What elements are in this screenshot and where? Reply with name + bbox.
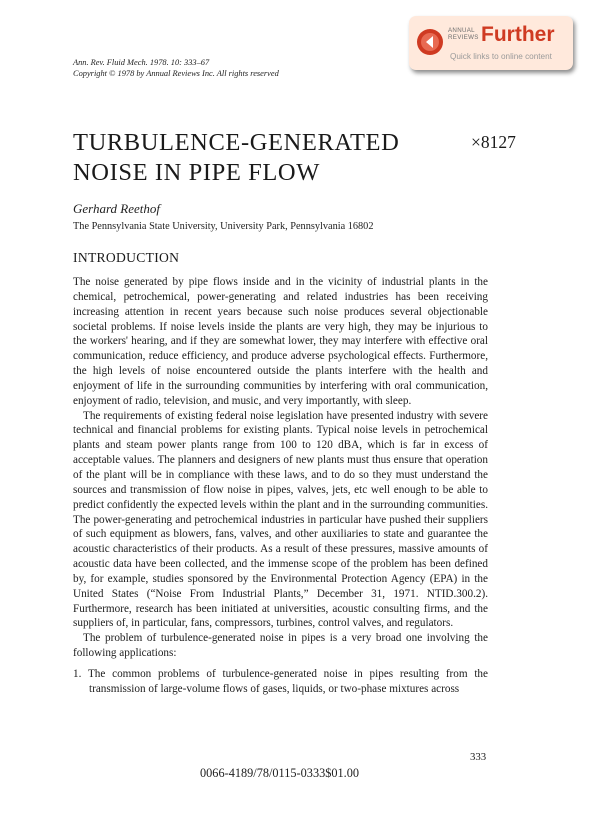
page-number: 333 [470, 751, 487, 763]
article-code: ×8127 [471, 132, 516, 152]
article-title: TURBULENCE-GENERATED NOISE IN PIPE FLOW [73, 129, 400, 186]
further-label: Further [481, 23, 555, 46]
article-body [73, 275, 488, 697]
annual-reviews-brand: ANNUAL REVIEWS [448, 27, 479, 41]
section-heading: INTRODUCTION [73, 250, 180, 265]
citation-line-2: Copyright © 1978 by Annual Reviews Inc. All rights reserved [73, 69, 279, 78]
paragraph-3: The problem of turbulence-generated noise in pipes is a very broad one involving the following applications: [73, 632, 488, 660]
annual-reviews-logo-icon [416, 28, 444, 56]
citation-line-1: Ann. Rev. Fluid Mech. 1978. 10: 333–67 [73, 58, 210, 67]
list-item-1: 1. The common problems of turbulence-generated noise in pipes resulting from the transmission of large-volume flows of gases, liquids, or two-phase mixtures across [73, 667, 488, 695]
journal-citation [73, 57, 279, 79]
footer-code: 0066-4189/78/0115-0333$01.00 [200, 766, 360, 780]
further-online-banner[interactable] [409, 16, 573, 70]
author-affiliation: The Pennsylvania State University, University Park, Pennsylvania 16802 [73, 221, 374, 232]
paragraph-1: The noise generated by pipe flows inside and in the vicinity of industrial plants in the chemical, petrochemical, power-generating and related industries has been receiving increasing attention in recent years because such noise produces several objectionable societal problems. If noise levels inside the plants are very high, they may be injurious to the workers' hearing, and if they are somewhat lower, they may interfere with effective oral communication, reduce efficiency, and produce adverse psychological effects. Furthermore, the high levels of noise encountered outside the plants interfere with the health and enjoyment of life in the surrounding communities by interfering with oral communication, enjoyment of radio, television, and music, and very importantly, with sleep. [73, 276, 488, 407]
paragraph-2: The requirements of existing federal noise legislation have presented industry with severe technical and financial problems for existing plants. Typical noise levels in petrochemical plants and steam power plants range from 100 to 120 dBA, which is far in excess of acceptable values. The planners and designers of new plants must thus ensure that operation of the plant will be in compliance with these laws, and to do so they must understand the sources and transmission of flow noise in pipes, valves, jets, etc well enough to be able to predict confidently the expected levels within the plant and in the surrounding communities. The power-generating and petrochemical industries in particular have pushed their suppliers of such equipment as blowers, fans, valves, and other auxiliaries to state and guarantee the acoustic characteristics of their products. As a result of these pressures, massive amounts of acoustic data have been collected, and the immense scope of the problem has been defined by, for example, studies sponsored by the Environmental Protection Agency (EPA) in the United States (“Noise From Industrial Plants,” December 31, 1971. NTID.300.2). Furthermore, research has been initiated at universities, acoustic consulting firms, and the suppliers of, in particular, fans, compressors, turbines, control valves, and regulators. [73, 409, 488, 630]
further-tagline: Quick links to online content [450, 52, 552, 61]
author-name: Gerhard Reethof [73, 201, 161, 216]
